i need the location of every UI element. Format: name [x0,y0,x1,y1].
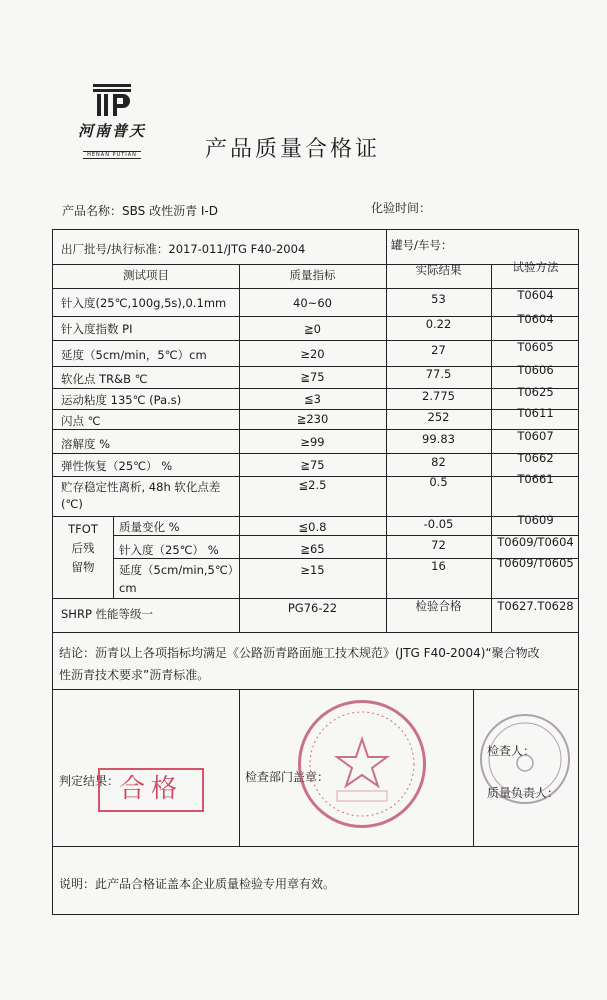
row-spec: ≧65 [300,542,325,556]
inspection-dept-label: 检查部门盖章： [245,770,330,784]
tfot-label-1: TFOT [68,522,98,536]
conclusion-line-2: 性沥青技术要求”沥青标准。 [59,668,210,682]
row-result: 16 [431,559,446,573]
product-name: 产品名称：SBS 改性沥青 I-D [62,204,218,218]
row-spec: ≥15 [300,563,325,577]
qualified-stamp: 合格 [98,768,204,812]
row-spec: ≦2.5 [298,478,327,492]
tank-number: 罐号/车号： [391,238,453,252]
row-method: T0609/T0605 [497,556,574,570]
row-item: 弹性恢复（25℃） % [61,459,173,473]
row-spec: ≥20 [300,347,325,361]
row-item: 闪点 ℃ [61,414,101,428]
row-item: 针入度指数 PI [61,322,133,336]
row-method: T0609/T0604 [497,535,574,549]
row-result: 0.22 [425,317,452,331]
batch-standard: 出厂批号/执行标准：2017-011/JTG F40-2004 [61,242,306,256]
judgment-label: 判定结果： [59,774,120,788]
row-result: -0.05 [423,517,454,531]
row-spec: 40~60 [293,296,332,310]
row-spec: ≧230 [296,412,329,426]
row-method: T0627.T0628 [497,599,574,613]
row-item: 针入度（25℃） % [119,543,219,557]
row-result: 0.5 [429,475,448,489]
inspector-seal-icon [482,716,568,802]
row-method: T0611 [517,406,554,420]
row-method: T0604 [517,312,554,326]
row-spec: ≧75 [300,458,325,472]
row-result: 72 [431,538,446,552]
row-spec: ≧75 [300,370,325,384]
row-item: 质量变化 % [119,520,180,534]
page-title: 产品质量合格证 [205,137,381,162]
company-logo [62,82,162,158]
row-item: 软化点 TR&B ℃ [61,372,148,386]
quality-lead-label: 质量负责人： [487,786,560,800]
row-method: T0609 [517,513,554,527]
tfot-label-3: 留物 [71,560,95,574]
inspector-seal [480,714,570,804]
tfot-label-2: 后残 [71,541,95,555]
row-method: T0605 [517,340,554,354]
logo-name-cn: 河南普天 [77,122,146,140]
header-result: 实际结果 [415,263,462,277]
row-item-line2: cm [119,581,137,595]
logo-name-en: HENAN PUTIAN [83,151,141,159]
row-method: T0661 [517,472,554,486]
row-spec: ≦0.8 [298,520,327,534]
row-result: 252 [427,410,450,424]
company-seal [298,700,426,828]
row-spec: ≧0 [304,322,321,336]
row-method: T0607 [517,429,554,443]
row-item: 针入度(25℃,100g,5s),0.1mm [61,296,227,310]
row-item: 运动粘度 135℃ (Pa.s) [61,393,182,407]
row-result: 53 [431,292,446,306]
row-spec: ≦3 [304,392,321,406]
row-method: T0606 [517,363,554,377]
conclusion-line-1: 结论：沥青以上各项指标均满足《公路沥青路面施工技术规范》(JTG F40-2004)“聚合物改 [59,646,540,660]
logo-mark-icon [89,82,135,118]
row-spec: PG76-22 [287,601,338,615]
test-time: 化验时间： [371,201,432,215]
row-item: 延度（5cm/min，5℃）cm [61,348,207,362]
row-item: 溶解度 % [61,437,111,451]
row-result: 27 [431,343,446,357]
row-result: 检验合格 [415,599,462,613]
row-item-line2: (℃) [61,497,83,511]
inspector-label: 检查人： [487,744,536,758]
row-item: SHRP 性能等级一 [61,607,154,621]
header-item: 测试项目 [123,268,169,282]
header-spec: 质量指标 [289,268,336,282]
row-result: 2.775 [422,389,455,403]
row-method: T0662 [517,451,554,465]
row-result: 77.5 [425,367,452,381]
row-item-line1: 贮存稳定性离析, 48h 软化点差 [61,480,221,494]
header-method: 试验方法 [512,260,559,274]
row-result: 99.83 [422,432,455,446]
row-spec: ≥99 [300,435,325,449]
note: 说明：此产品合格证盖本企业质量检验专用章有效。 [59,877,336,891]
row-method: T0625 [517,385,554,399]
row-method: T0604 [517,288,554,302]
row-item-line1: 延度（5cm/min,5℃） [119,563,240,577]
row-result: 82 [431,455,446,469]
star-seal-icon [301,703,423,825]
